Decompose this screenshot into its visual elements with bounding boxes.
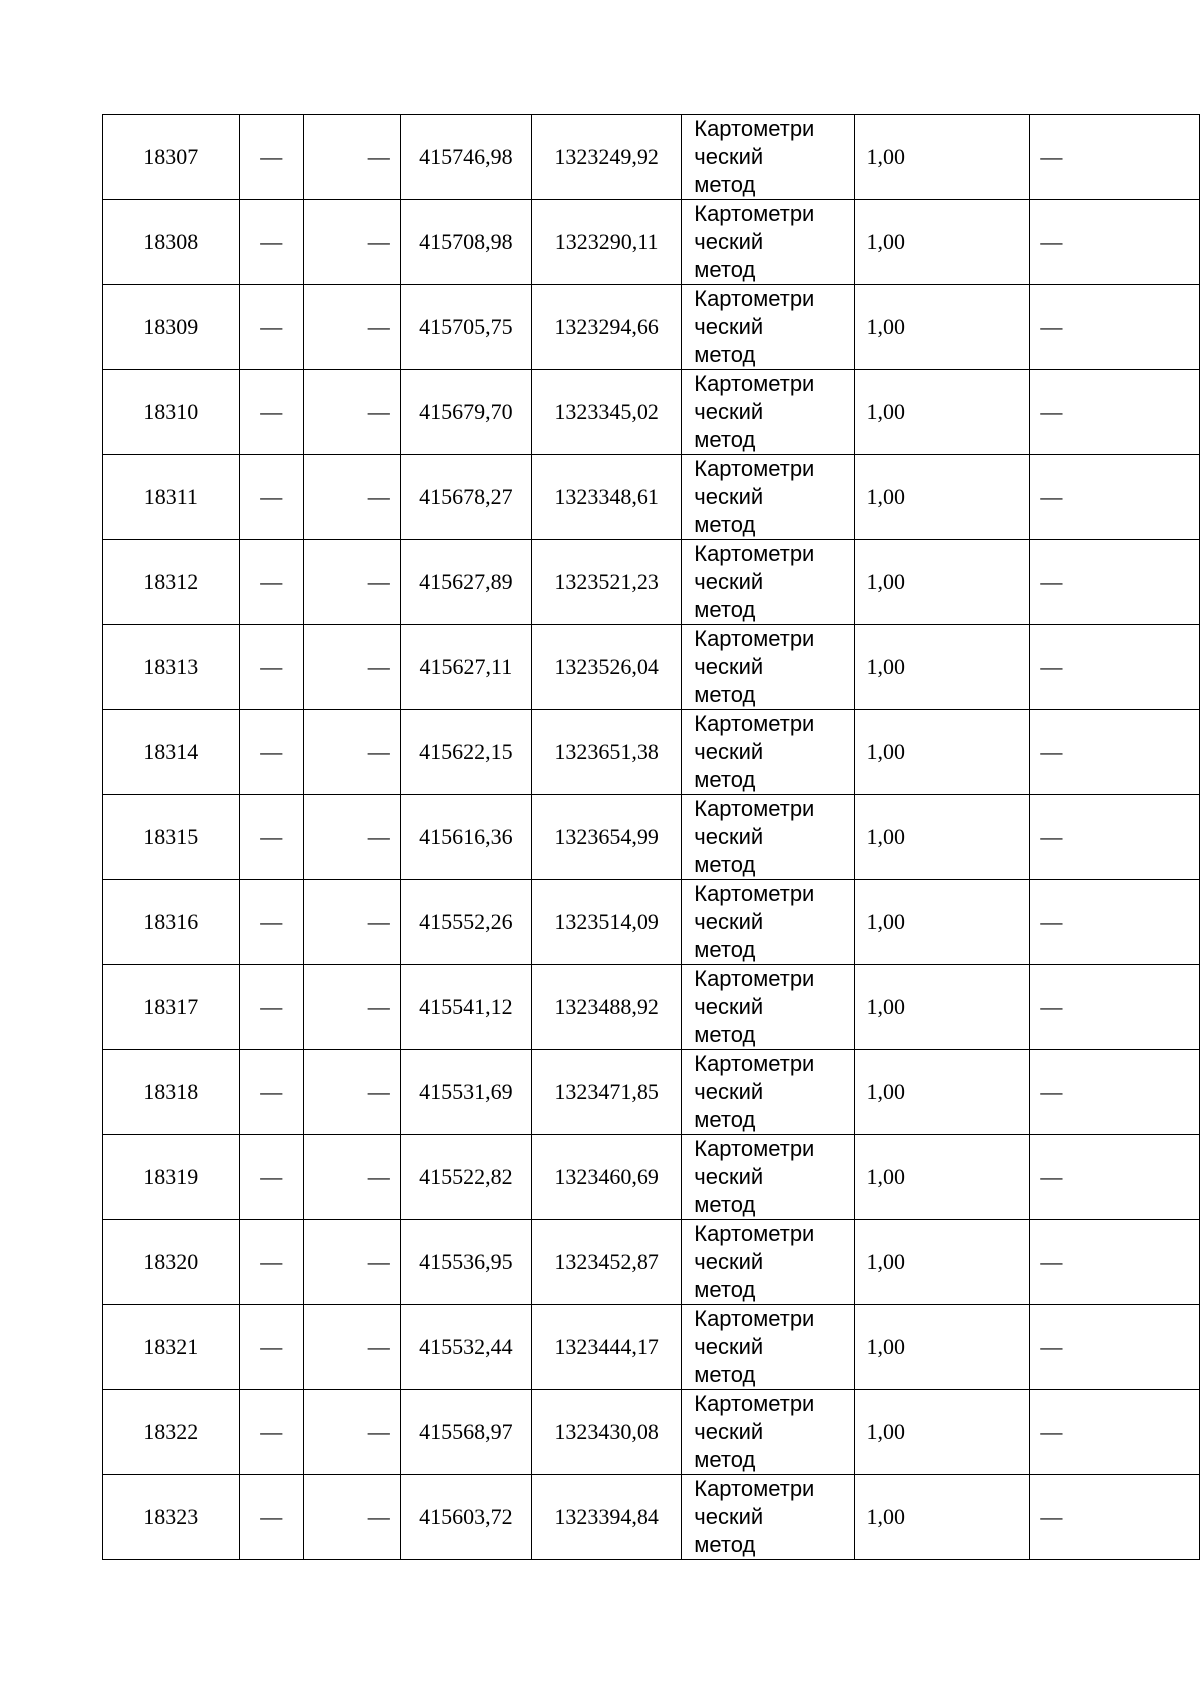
y-coordinate-cell: 1323345,02 <box>532 370 682 455</box>
dash-cell-col3: — <box>303 370 400 455</box>
table-row <box>103 710 1200 795</box>
method-cell <box>682 880 854 965</box>
method-text: Картометри ческий метод <box>694 1476 815 1557</box>
accuracy-cell: 1,00 <box>854 285 1030 370</box>
method-text: Картометри ческий метод <box>694 1306 815 1387</box>
y-coordinate-cell: 1323488,92 <box>532 965 682 1050</box>
table-row <box>103 540 1200 625</box>
table-row <box>103 1135 1200 1220</box>
accuracy-cell: 1,00 <box>854 1305 1030 1390</box>
dash-cell-col8: — <box>1030 710 1200 795</box>
method-cell <box>682 285 854 370</box>
table-row <box>103 625 1200 710</box>
dash-cell-col8: — <box>1030 880 1200 965</box>
dash-cell-col3: — <box>303 540 400 625</box>
dash-cell-col3: — <box>303 1390 400 1475</box>
method-text: Картометри ческий метод <box>694 1221 815 1302</box>
table-row <box>103 795 1200 880</box>
point-number-cell: 18308 <box>103 200 240 285</box>
method-cell <box>682 965 854 1050</box>
y-coordinate-cell: 1323521,23 <box>532 540 682 625</box>
dash-cell-col2: — <box>239 285 303 370</box>
method-cell <box>682 540 854 625</box>
dash-cell-col2: — <box>239 1475 303 1560</box>
dash-cell-col2: — <box>239 795 303 880</box>
dash-cell-col8: — <box>1030 625 1200 710</box>
point-number-cell: 18315 <box>103 795 240 880</box>
y-coordinate-cell: 1323514,09 <box>532 880 682 965</box>
dash-cell-col8: — <box>1030 1390 1200 1475</box>
accuracy-cell: 1,00 <box>854 710 1030 795</box>
method-text: Картометри ческий метод <box>694 1391 815 1472</box>
dash-cell-col2: — <box>239 625 303 710</box>
point-number-cell: 18322 <box>103 1390 240 1475</box>
method-text: Картометри ческий метод <box>694 711 815 792</box>
x-coordinate-cell: 415708,98 <box>400 200 531 285</box>
y-coordinate-cell: 1323294,66 <box>532 285 682 370</box>
table-row <box>103 1220 1200 1305</box>
method-cell <box>682 370 854 455</box>
accuracy-cell: 1,00 <box>854 370 1030 455</box>
coordinates-table-body <box>103 115 1200 1560</box>
y-coordinate-cell: 1323654,99 <box>532 795 682 880</box>
y-coordinate-cell: 1323348,61 <box>532 455 682 540</box>
dash-cell-col2: — <box>239 540 303 625</box>
x-coordinate-cell: 415536,95 <box>400 1220 531 1305</box>
method-cell <box>682 1475 854 1560</box>
table-row <box>103 1050 1200 1135</box>
y-coordinate-cell: 1323651,38 <box>532 710 682 795</box>
method-cell <box>682 795 854 880</box>
point-number-cell: 18318 <box>103 1050 240 1135</box>
point-number-cell: 18316 <box>103 880 240 965</box>
method-text: Картометри ческий метод <box>694 541 815 622</box>
y-coordinate-cell: 1323249,92 <box>532 115 682 200</box>
table-row <box>103 880 1200 965</box>
dash-cell-col2: — <box>239 1305 303 1390</box>
dash-cell-col2: — <box>239 710 303 795</box>
accuracy-cell: 1,00 <box>854 1135 1030 1220</box>
point-number-cell: 18310 <box>103 370 240 455</box>
dash-cell-col8: — <box>1030 540 1200 625</box>
method-text: Картометри ческий метод <box>694 966 815 1047</box>
dash-cell-col3: — <box>303 1475 400 1560</box>
dash-cell-col2: — <box>239 200 303 285</box>
method-text: Картометри ческий метод <box>694 1051 815 1132</box>
method-cell <box>682 625 854 710</box>
y-coordinate-cell: 1323430,08 <box>532 1390 682 1475</box>
point-number-cell: 18307 <box>103 115 240 200</box>
method-text: Картометри ческий метод <box>694 1136 815 1217</box>
dash-cell-col2: — <box>239 880 303 965</box>
x-coordinate-cell: 415627,11 <box>400 625 531 710</box>
table-row <box>103 1305 1200 1390</box>
table-row <box>103 1390 1200 1475</box>
dash-cell-col2: — <box>239 1220 303 1305</box>
table-row <box>103 455 1200 540</box>
dash-cell-col2: — <box>239 370 303 455</box>
method-text: Картометри ческий метод <box>694 626 815 707</box>
accuracy-cell: 1,00 <box>854 965 1030 1050</box>
method-cell <box>682 710 854 795</box>
table-row <box>103 1475 1200 1560</box>
table-row <box>103 285 1200 370</box>
point-number-cell: 18323 <box>103 1475 240 1560</box>
dash-cell-col8: — <box>1030 370 1200 455</box>
method-cell <box>682 200 854 285</box>
method-text: Картометри ческий метод <box>694 116 815 197</box>
y-coordinate-cell: 1323290,11 <box>532 200 682 285</box>
dash-cell-col3: — <box>303 965 400 1050</box>
accuracy-cell: 1,00 <box>854 455 1030 540</box>
table-row <box>103 370 1200 455</box>
table-row <box>103 200 1200 285</box>
coordinates-table <box>102 114 1200 1560</box>
accuracy-cell: 1,00 <box>854 540 1030 625</box>
y-coordinate-cell: 1323452,87 <box>532 1220 682 1305</box>
dash-cell-col8: — <box>1030 1475 1200 1560</box>
table-row <box>103 965 1200 1050</box>
x-coordinate-cell: 415678,27 <box>400 455 531 540</box>
x-coordinate-cell: 415532,44 <box>400 1305 531 1390</box>
accuracy-cell: 1,00 <box>854 1475 1030 1560</box>
table-row <box>103 115 1200 200</box>
x-coordinate-cell: 415603,72 <box>400 1475 531 1560</box>
accuracy-cell: 1,00 <box>854 1050 1030 1135</box>
dash-cell-col8: — <box>1030 285 1200 370</box>
method-text: Картометри ческий метод <box>694 796 815 877</box>
y-coordinate-cell: 1323526,04 <box>532 625 682 710</box>
point-number-cell: 18313 <box>103 625 240 710</box>
accuracy-cell: 1,00 <box>854 1390 1030 1475</box>
dash-cell-col3: — <box>303 455 400 540</box>
dash-cell-col3: — <box>303 795 400 880</box>
y-coordinate-cell: 1323460,69 <box>532 1135 682 1220</box>
dash-cell-col8: — <box>1030 200 1200 285</box>
x-coordinate-cell: 415616,36 <box>400 795 531 880</box>
point-number-cell: 18314 <box>103 710 240 795</box>
dash-cell-col8: — <box>1030 965 1200 1050</box>
dash-cell-col3: — <box>303 1220 400 1305</box>
point-number-cell: 18312 <box>103 540 240 625</box>
dash-cell-col2: — <box>239 1390 303 1475</box>
accuracy-cell: 1,00 <box>854 200 1030 285</box>
x-coordinate-cell: 415679,70 <box>400 370 531 455</box>
accuracy-cell: 1,00 <box>854 880 1030 965</box>
x-coordinate-cell: 415568,97 <box>400 1390 531 1475</box>
dash-cell-col3: — <box>303 880 400 965</box>
x-coordinate-cell: 415531,69 <box>400 1050 531 1135</box>
y-coordinate-cell: 1323394,84 <box>532 1475 682 1560</box>
dash-cell-col8: — <box>1030 1050 1200 1135</box>
dash-cell-col3: — <box>303 625 400 710</box>
dash-cell-col3: — <box>303 200 400 285</box>
point-number-cell: 18311 <box>103 455 240 540</box>
dash-cell-col3: — <box>303 285 400 370</box>
dash-cell-col8: — <box>1030 1305 1200 1390</box>
dash-cell-col8: — <box>1030 455 1200 540</box>
dash-cell-col2: — <box>239 455 303 540</box>
y-coordinate-cell: 1323444,17 <box>532 1305 682 1390</box>
x-coordinate-cell: 415541,12 <box>400 965 531 1050</box>
dash-cell-col8: — <box>1030 115 1200 200</box>
dash-cell-col2: — <box>239 1050 303 1135</box>
method-text: Картометри ческий метод <box>694 286 815 367</box>
dash-cell-col3: — <box>303 1305 400 1390</box>
accuracy-cell: 1,00 <box>854 625 1030 710</box>
method-text: Картометри ческий метод <box>694 881 815 962</box>
method-cell <box>682 1135 854 1220</box>
method-cell <box>682 1220 854 1305</box>
method-cell <box>682 115 854 200</box>
accuracy-cell: 1,00 <box>854 795 1030 880</box>
x-coordinate-cell: 415746,98 <box>400 115 531 200</box>
method-cell <box>682 455 854 540</box>
method-text: Картометри ческий метод <box>694 371 815 452</box>
point-number-cell: 18317 <box>103 965 240 1050</box>
dash-cell-col2: — <box>239 115 303 200</box>
method-text: Картометри ческий метод <box>694 201 815 282</box>
x-coordinate-cell: 415522,82 <box>400 1135 531 1220</box>
method-text: Картометри ческий метод <box>694 456 815 537</box>
method-cell <box>682 1390 854 1475</box>
point-number-cell: 18319 <box>103 1135 240 1220</box>
accuracy-cell: 1,00 <box>854 115 1030 200</box>
point-number-cell: 18321 <box>103 1305 240 1390</box>
point-number-cell: 18320 <box>103 1220 240 1305</box>
dash-cell-col8: — <box>1030 795 1200 880</box>
dash-cell-col2: — <box>239 965 303 1050</box>
dash-cell-col3: — <box>303 1135 400 1220</box>
dash-cell-col3: — <box>303 1050 400 1135</box>
x-coordinate-cell: 415627,89 <box>400 540 531 625</box>
dash-cell-col8: — <box>1030 1220 1200 1305</box>
point-number-cell: 18309 <box>103 285 240 370</box>
accuracy-cell: 1,00 <box>854 1220 1030 1305</box>
dash-cell-col8: — <box>1030 1135 1200 1220</box>
x-coordinate-cell: 415705,75 <box>400 285 531 370</box>
dash-cell-col2: — <box>239 1135 303 1220</box>
dash-cell-col3: — <box>303 115 400 200</box>
y-coordinate-cell: 1323471,85 <box>532 1050 682 1135</box>
method-cell <box>682 1050 854 1135</box>
x-coordinate-cell: 415552,26 <box>400 880 531 965</box>
dash-cell-col3: — <box>303 710 400 795</box>
method-cell <box>682 1305 854 1390</box>
x-coordinate-cell: 415622,15 <box>400 710 531 795</box>
